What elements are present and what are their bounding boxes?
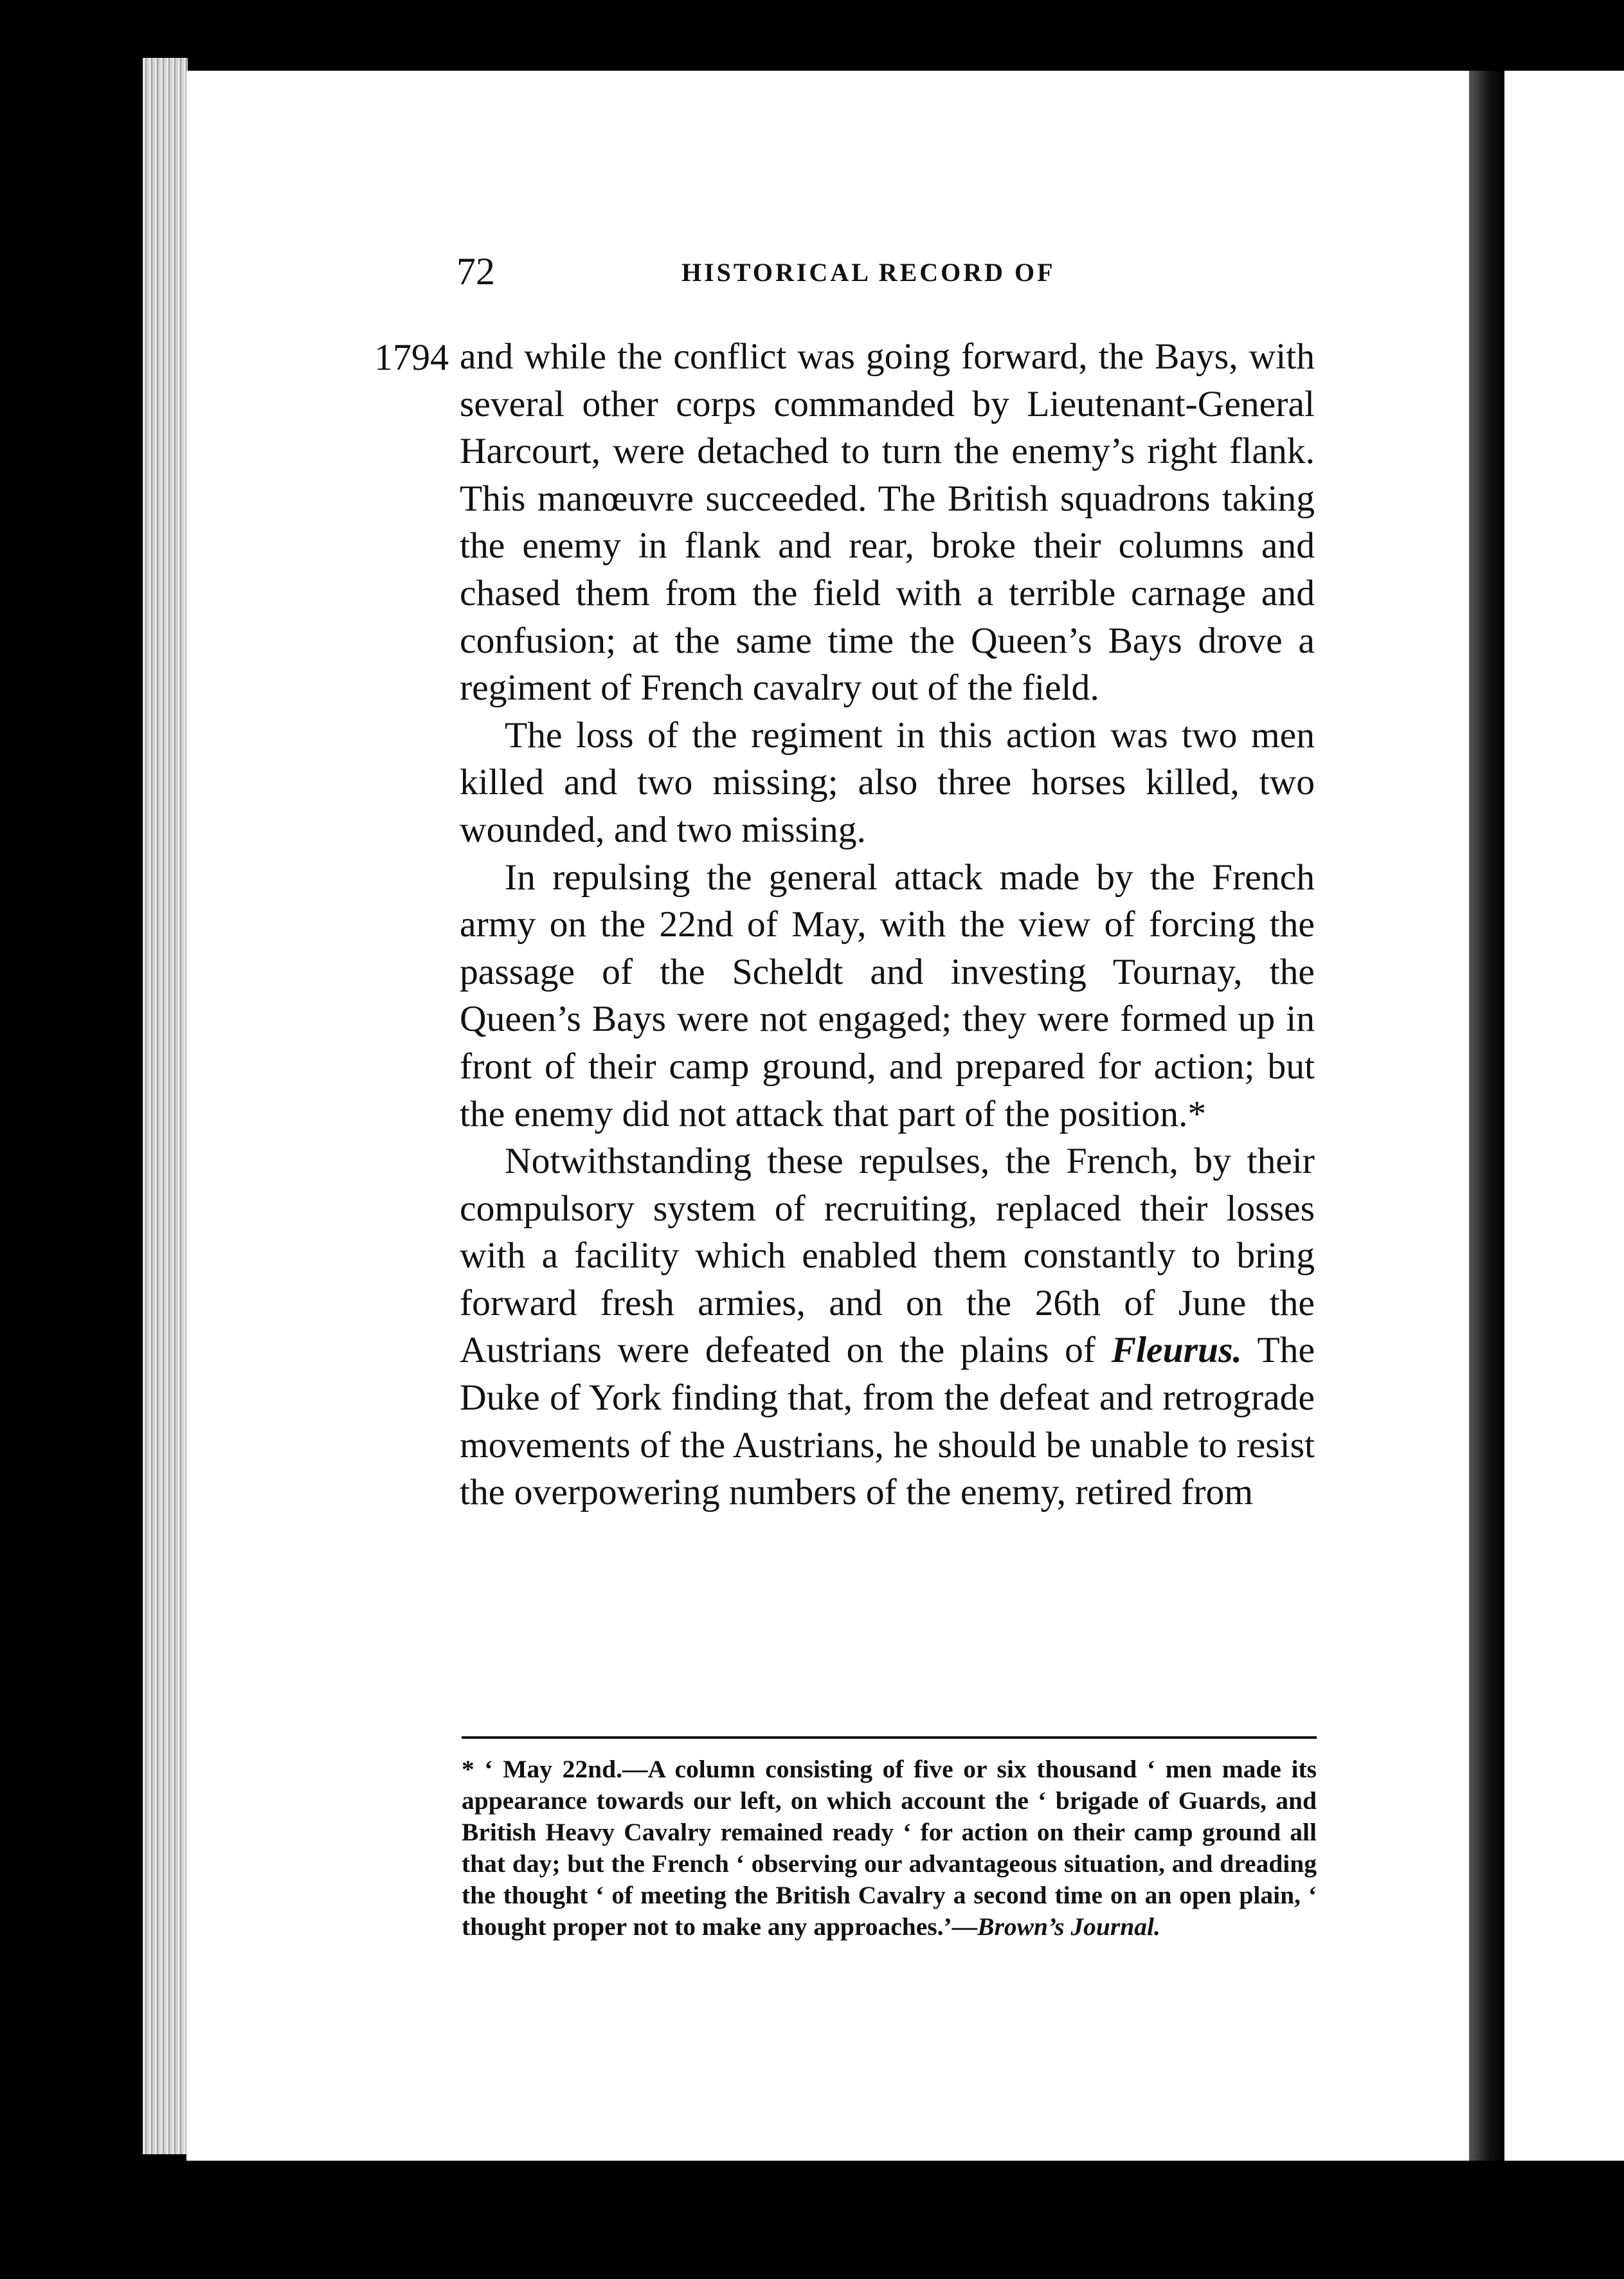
binding-gutter xyxy=(1469,71,1504,2161)
paragraph-4-start: Notwithstanding these repulses, the French, by their compulsory system of recruiting, replaced their losses with a facility which enabled them constantly to bring forward fresh armies, and on the 26th of June the Austrians were defeated on the plains of xyxy=(460,1141,1315,1371)
place-name-fleurus: Fleurus. xyxy=(1111,1330,1242,1371)
footnote-source: Brown’s Journal. xyxy=(977,1912,1160,1941)
facing-page-edge xyxy=(1504,71,1624,2161)
paragraph-1: and while the conflict was going forward, the Bays, with several other corps commanded by Lieutenant-General Harcourt, were detached to turn the enemy’s right flank. This manœuvre succeeded. The British squadrons taking the enemy in flank and rear, broke their columns and chased them from the field with a terrible carnage and confusion; at the same time the Queen’s Bays drove a regiment of French cavalry out of the field. xyxy=(460,336,1315,709)
footnote-rule xyxy=(462,1736,1317,1739)
paragraph-2: The loss of the regiment in this action was two men killed and two missing; also three horses killed, two wounded, and two missing. xyxy=(460,714,1315,850)
running-head: HISTORICAL RECORD OF xyxy=(681,258,1056,287)
body-text xyxy=(460,333,1315,1516)
margin-year: 1794 xyxy=(374,336,449,378)
footnote xyxy=(462,1754,1317,1943)
paragraph-4 xyxy=(460,1138,1315,1516)
paragraph-4-end: The Duke of York finding that, from the defeat and retrograde movements of the Austrians, he should be unable to resist the overpowering numbers of the enemy, retired from xyxy=(460,1330,1315,1513)
footnote-text: * ‘ May 22nd.—A column consisting of five or six thousand ‘ men made its appearance towards our left, on which account the ‘ brigade of Guards, and British Heavy Cavalry remained ready ‘ for action on their camp ground all that day; but the French ‘ observing our advantageous situation, and dreading the thought ‘ of meeting the British Cavalry a second time on an open plain, ‘ thought proper not to make any approaches.’— xyxy=(462,1755,1317,1941)
page-edge-leaves xyxy=(143,58,188,2154)
page-header xyxy=(456,252,1337,291)
page-number: 72 xyxy=(456,250,495,293)
paragraph-3: In repulsing the general attack made by the French army on the 22nd of May, with the view of forcing the passage of the Scheldt and investing Tournay, the Queen’s Bays were not engaged; they were formed up in front of their camp ground, and prepared for action; but the enemy did not attack that part of the position.* xyxy=(460,857,1315,1134)
